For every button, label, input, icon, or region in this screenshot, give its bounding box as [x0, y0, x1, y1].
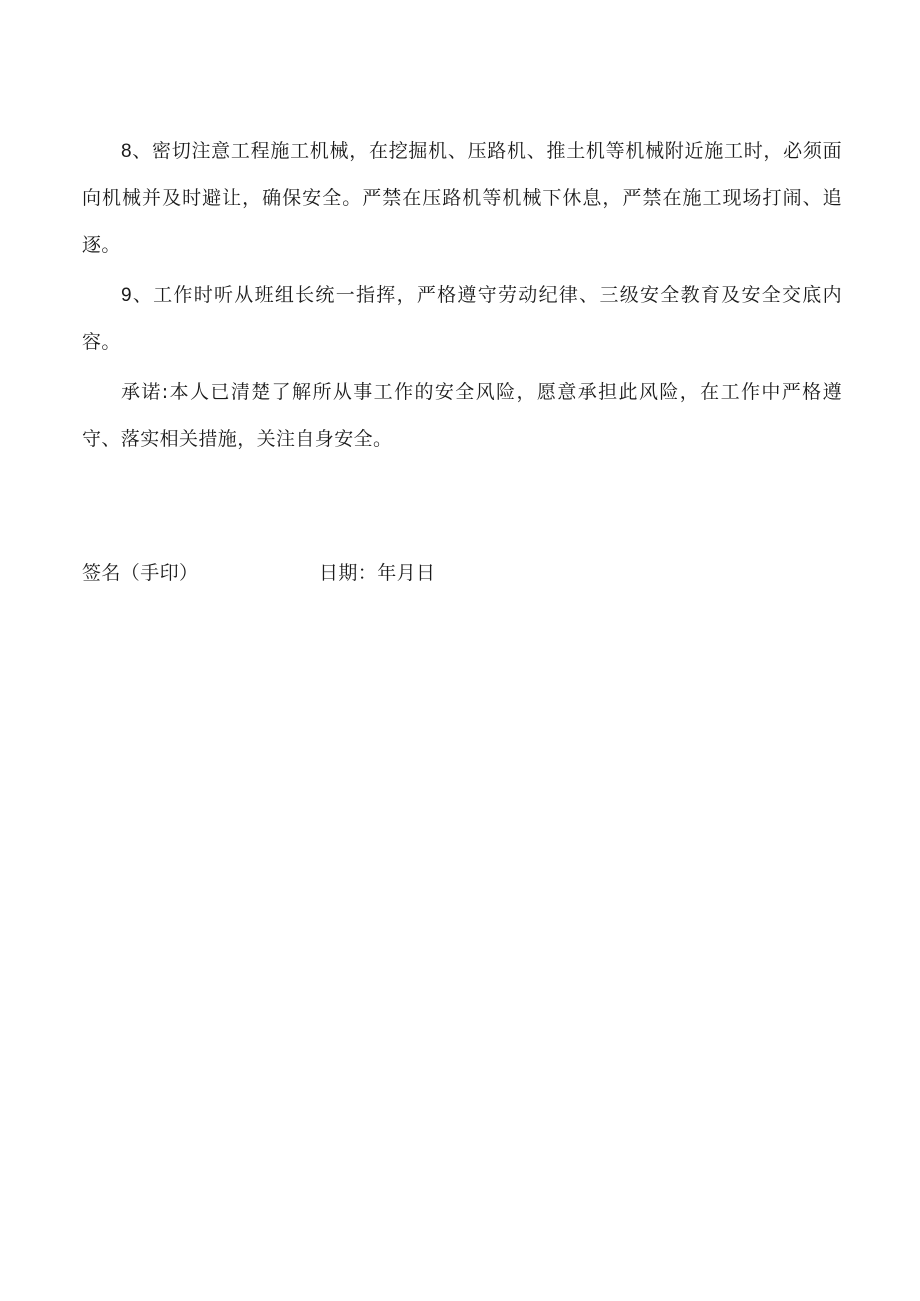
rule-number: 8 [121, 141, 132, 162]
rule-text: 、工作时听从班组长统一指挥，严格遵守劳动纪律、三级安全教育及安全交底内容。 [82, 284, 842, 353]
rule-number: 9 [121, 285, 132, 306]
rule-item-9 [82, 272, 842, 366]
commitment-statement [82, 369, 842, 463]
rule-item-8 [82, 128, 842, 269]
signature-label: 签名（手印） [82, 562, 199, 584]
date-label: 日期：年月日 [319, 562, 436, 584]
rule-text: 、密切注意工程施工机械，在挖掘机、压路机、推土机等机械附近施工时，必须面向机械并及时避让，确保安全。严禁在压路机等机械下休息，严禁在施工现场打闹、追逐。 [82, 140, 842, 256]
document-body [82, 128, 842, 466]
signature-row [82, 558, 842, 588]
commitment-text: 承诺:本人已清楚了解所从事工作的安全风险，愿意承担此风险，在工作中严格遵守、落实相关措施，关注自身安全。 [82, 381, 842, 450]
